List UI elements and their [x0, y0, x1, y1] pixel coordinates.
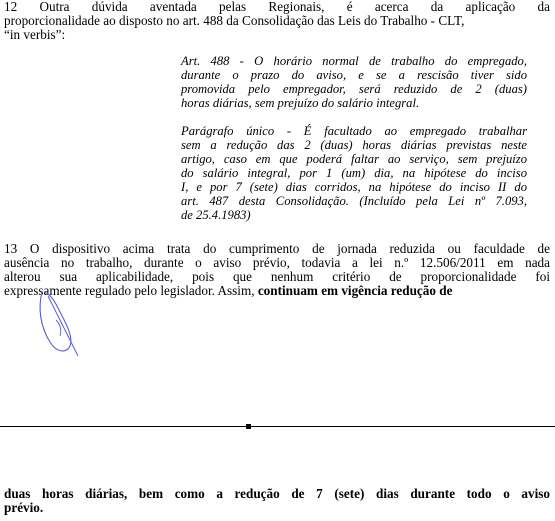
quote-paragrafo-unico-line-3: artigo, caso em que poderá faltar ao serviço, sem prejuízo: [181, 152, 527, 166]
continuation-line-1: [4, 487, 550, 501]
continuation-line-1-text: duas horas diárias, bem como a redução de 7 (sete) dias durante todo o aviso: [4, 486, 550, 501]
continuation-line-2: [4, 501, 43, 515]
quote-paragrafo-unico-line-2: sem a redução das 2 (duas) horas diárias previstas neste: [181, 138, 527, 152]
quote-art-488-line-3: promovida pelo empregador, será reduzido de 2 (duas): [181, 82, 527, 96]
page-break-line: [0, 426, 555, 427]
quote-art-488-line-4: horas diárias, sem prejuízo do salário integral.: [181, 96, 420, 110]
paragraph-13-line-4-bold: continuam em vigência redução de: [257, 283, 453, 298]
quote-paragrafo-unico-line-1: Parágrafo único - É facultado ao empregado trabalhar: [181, 124, 527, 138]
quote-paragrafo-unico-line-7: de 25.4.1983): [181, 208, 251, 222]
paragraph-12-line-1: 12 Outra dúvida aventada pelas Regionais, é acerca da aplicação da: [4, 0, 550, 14]
paragraph-13-line-4-plain: expressamente regulado pelo legislador. Assim,: [4, 283, 258, 298]
page-break-marker: [246, 424, 251, 429]
paragraph-13-line-2: ausência no trabalho, durante o aviso prévio, todavia a lei n.º 12.506/2011 em nada: [4, 255, 550, 270]
signature-mark: [20, 290, 100, 360]
quote-paragrafo-unico-line-5: I, e por 7 (sete) dias corridos, na hipótese do inciso II do: [181, 180, 527, 194]
paragraph-12-line-3: “in verbis”:: [4, 27, 66, 42]
quote-art-488-line-1: Art. 488 - O horário normal de trabalho do empregado,: [181, 54, 527, 68]
continuation-line-2-text: prévio.: [4, 500, 44, 515]
quote-art-488-line-2: durante o prazo do aviso, e se a rescisão tiver sido: [181, 68, 527, 82]
paragraph-13-line-3: alterou sua aplicabilidade, pois que nenhum critério de proporcionalidade foi: [4, 269, 550, 284]
paragraph-13-line-1: 13 O dispositivo acima trata do cumprimento de jornada reduzida ou faculdade de: [4, 241, 550, 256]
quote-paragrafo-unico-line-4: do salário integral, por 1 (um) dia, na hipótese do inciso: [181, 166, 527, 180]
quote-paragrafo-unico-line-6: art. 487 desta Consolidação. (Incluído pela Lei nº 7.093,: [181, 194, 527, 208]
paragraph-12-line-2: proporcionalidade ao disposto no art. 488 da Consolidação das Leis do Trabalho - CLT,: [4, 13, 465, 28]
